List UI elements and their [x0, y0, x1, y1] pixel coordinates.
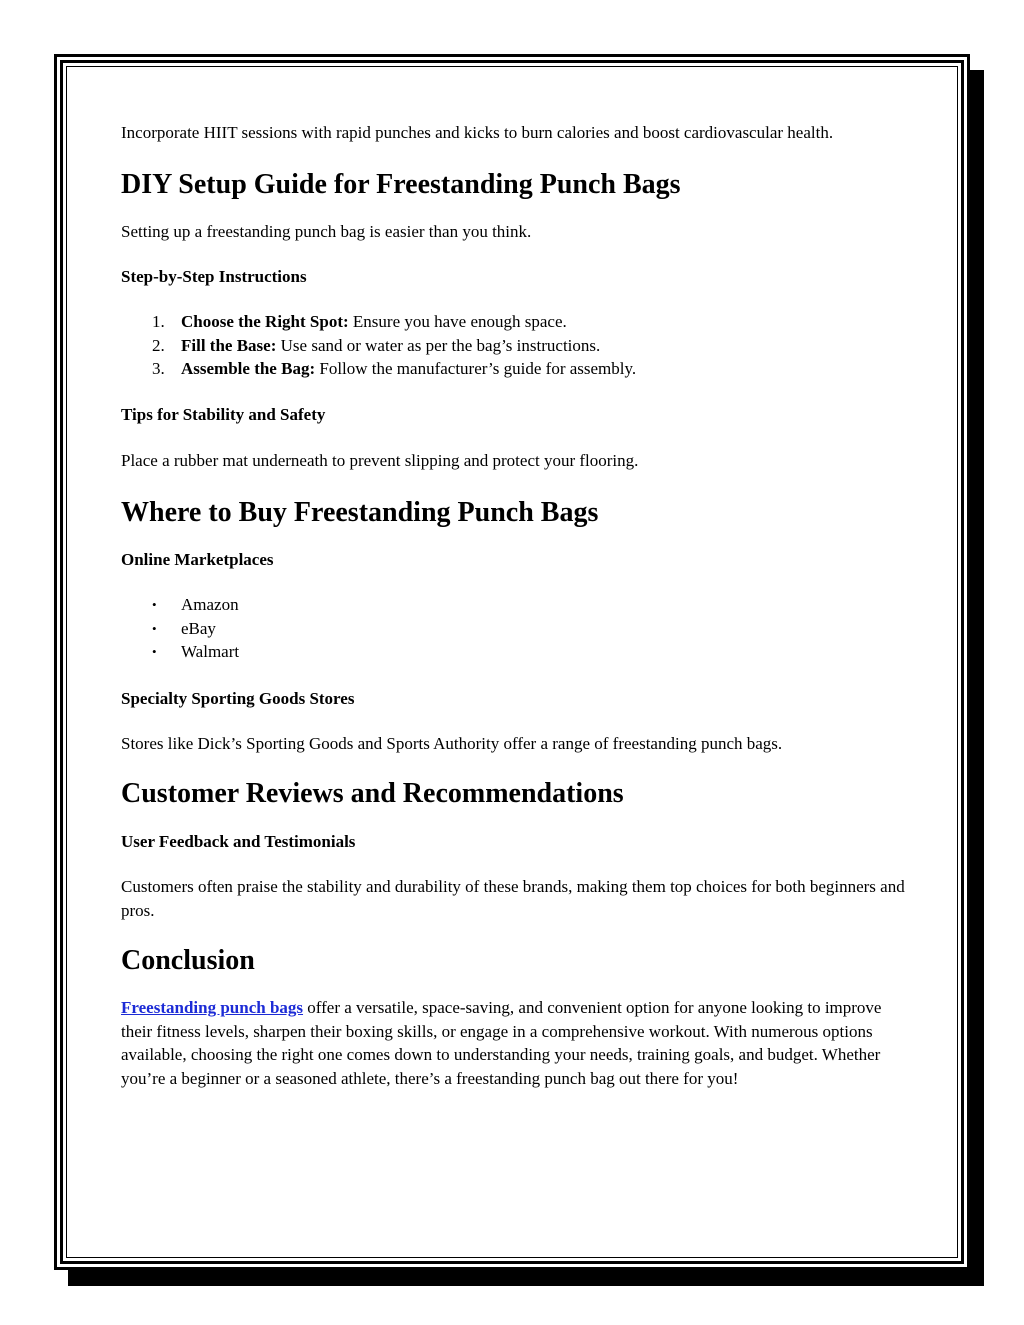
specialty-stores-heading: Specialty Sporting Goods Stores — [121, 688, 355, 708]
marketplace-item — [121, 593, 911, 617]
intro-paragraph: Incorporate HIIT sessions with rapid punches and kicks to burn calories and boost cardiovascular health. — [121, 123, 834, 142]
marketplace-name: Walmart — [181, 642, 240, 661]
step-label: Fill the Base: — [181, 335, 277, 355]
feedback-paragraph: Customers often praise the stability and durability of these brands, making them top choices for both beginners and pros. — [121, 877, 905, 920]
diy-intro-paragraph: Setting up a freestanding punch bag is easier than you think. — [121, 221, 532, 241]
reviews-heading: Customer Reviews and Recommendations — [121, 778, 624, 809]
step-text: Use sand or water as per the bag’s instructions. — [276, 335, 601, 355]
step-text: Ensure you have enough space. — [348, 312, 567, 331]
step-item — [121, 357, 911, 381]
diy-heading: DIY Setup Guide for Freestanding Punch Bags — [121, 168, 681, 200]
document-content — [121, 121, 911, 1090]
feedback-heading: User Feedback and Testimonials — [121, 832, 356, 851]
tips-paragraph: Place a rubber mat underneath to prevent slipping and protect your flooring. — [121, 450, 639, 470]
marketplace-name: eBay — [181, 618, 216, 638]
bullet-icon: • — [152, 644, 157, 659]
conclusion-paragraph — [121, 996, 911, 1090]
stores-paragraph: Stores like Dick’s Sporting Goods and Sports Authority offer a range of freestanding punch bags. — [121, 733, 783, 753]
step-number: 3. — [152, 359, 165, 378]
freestanding-punch-bags-link[interactable]: Freestanding punch bags — [121, 998, 304, 1017]
bullet-icon: • — [152, 597, 157, 612]
conclusion-text: offer a versatile, space-saving, and convenient option for anyone looking to improve their fitness levels, sharpen their boxing skills, or engage in a comprehensive workout. With numerous options available, choosing the right one comes down to understanding your needs, training goals, and budget. Whether you’re a beginner or a seasoned athlete, there’s a freestanding punch bag out there for you! — [121, 998, 882, 1088]
step-number: 2. — [152, 335, 165, 355]
step-label: Assemble the Bag: — [181, 359, 316, 378]
step-item — [121, 310, 911, 334]
step-number: 1. — [152, 312, 165, 331]
step-text: Follow the manufacturer’s guide for assembly. — [315, 359, 637, 378]
online-marketplaces-heading: Online Marketplaces — [121, 550, 274, 569]
marketplace-item — [121, 640, 911, 664]
marketplaces-list — [121, 593, 911, 664]
tips-heading: Tips for Stability and Safety — [121, 404, 326, 424]
bullet-icon: • — [152, 620, 157, 636]
conclusion-heading: Conclusion — [121, 945, 255, 976]
steps-heading: Step-by-Step Instructions — [121, 267, 307, 286]
step-item — [121, 334, 911, 358]
marketplace-item — [121, 617, 911, 641]
steps-list — [121, 310, 911, 381]
step-label: Choose the Right Spot: — [181, 312, 349, 331]
marketplace-name: Amazon — [181, 595, 239, 614]
buy-heading: Where to Buy Freestanding Punch Bags — [121, 497, 599, 528]
